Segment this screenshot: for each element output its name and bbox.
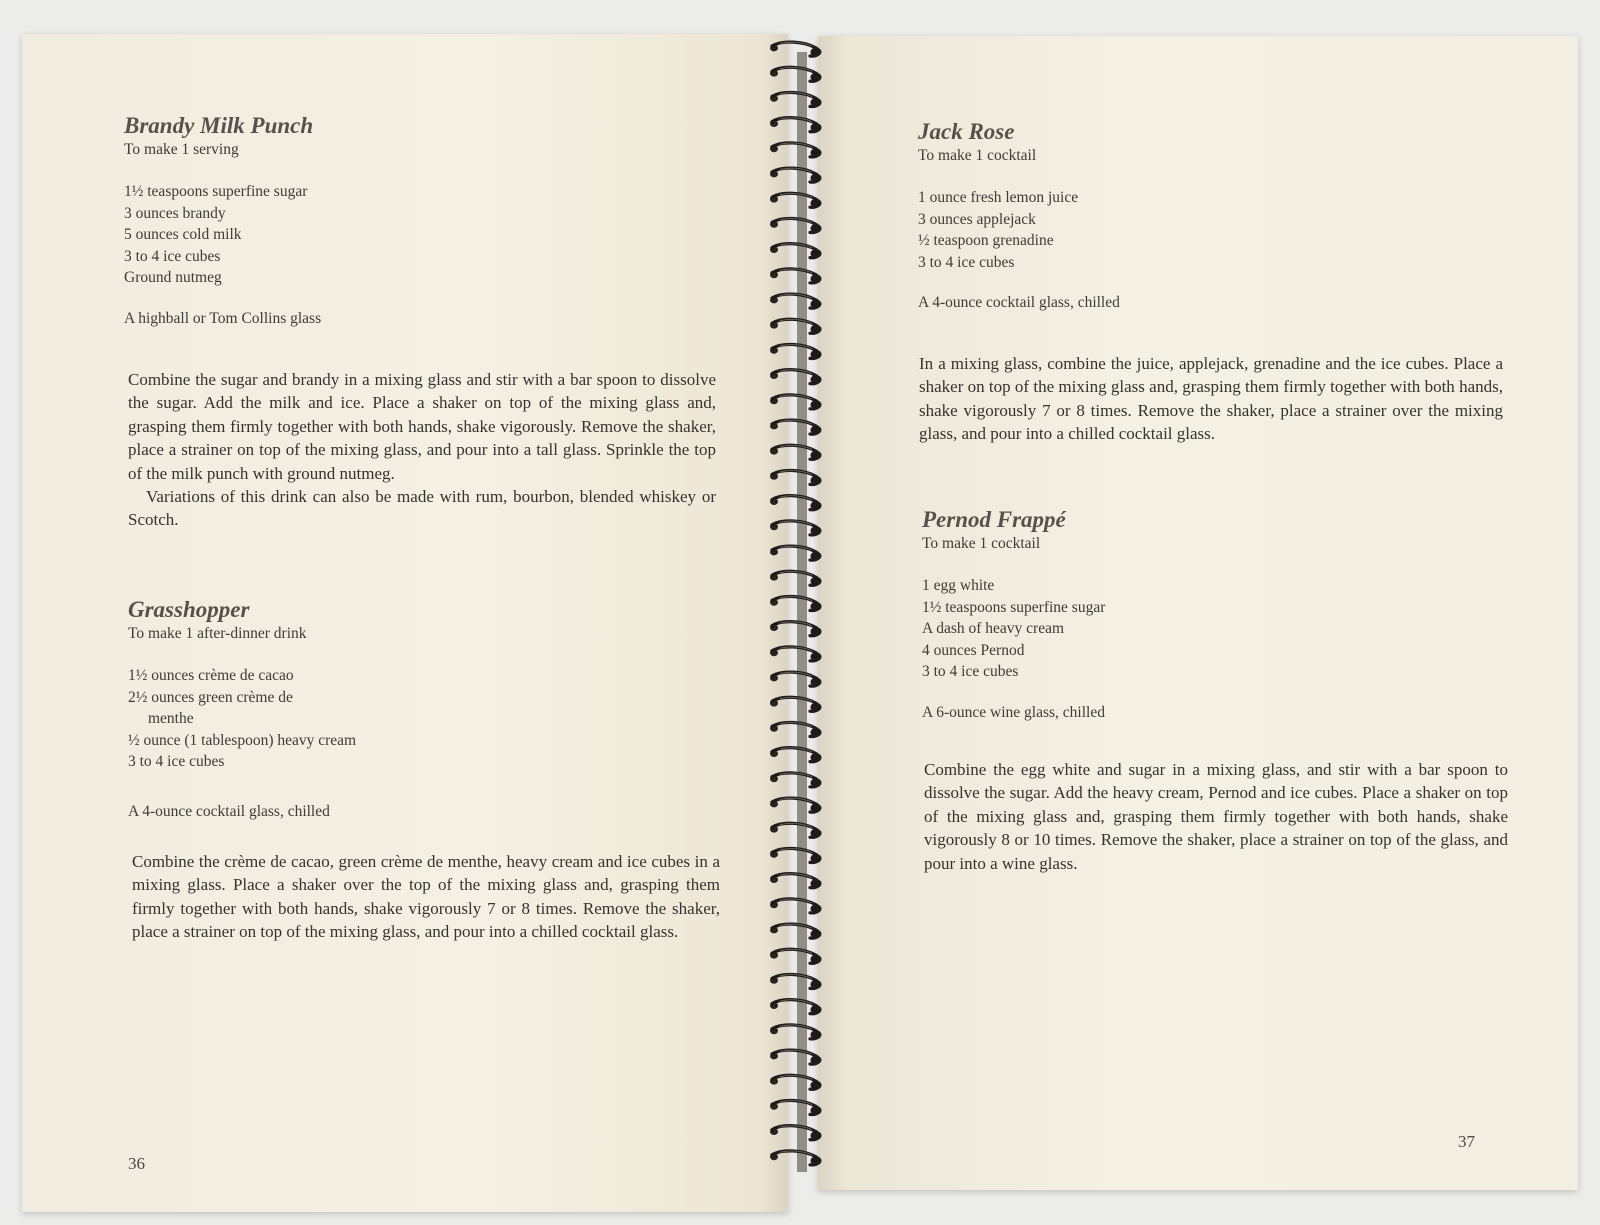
recipe-title: Grasshopper — [128, 597, 250, 622]
ingredient-list — [128, 665, 428, 773]
coil-loop — [770, 521, 822, 535]
coil-loop — [770, 193, 822, 207]
coil-loop — [770, 748, 822, 762]
coil-loop — [770, 118, 822, 132]
coil-loop — [770, 269, 822, 283]
instruction-paragraph: Combine the sugar and brandy in a mixing glass and stir with a bar spoon to dissolve the sugar. Add the milk and ice. Place a shaker on top of the mixing glass and, grasping them firmly together with both hands, shake vigorously. Remove the shaker, place a strainer on top of the mixing glass, and pour into a tall glass. Sprinkle the top of the milk punch with ground nutmeg. — [128, 370, 716, 483]
recipe-pernod-frappe — [922, 506, 1222, 723]
coil-loop — [770, 1050, 822, 1064]
coil-loop — [770, 823, 822, 837]
coil-loop — [770, 1025, 822, 1039]
recipe-instructions — [128, 368, 716, 532]
ingredient: 3 to 4 ice cubes — [918, 253, 1015, 271]
coil-loop — [770, 1151, 822, 1165]
ingredient: 3 to 4 ice cubes — [922, 663, 1019, 680]
recipe-instructions — [924, 758, 1508, 875]
ingredient: 3 to 4 ice cubes — [128, 753, 225, 770]
recipe-yield: To make 1 serving — [124, 141, 239, 158]
left-page — [22, 34, 788, 1212]
coil-loop — [770, 244, 822, 258]
ingredient-list — [922, 575, 1222, 683]
coil-loop — [770, 773, 822, 787]
coil-loop — [770, 848, 822, 862]
coil-loop — [770, 1000, 822, 1014]
instruction-paragraph: Variations of this drink can also be made with rum, bourbon, blended whiskey or Scotch. — [128, 487, 716, 530]
recipe-jack-rose — [918, 118, 1218, 313]
recipe-yield: To make 1 after-dinner drink — [128, 625, 307, 642]
page-number: 37 — [1458, 1132, 1475, 1151]
ingredient: Ground nutmeg — [124, 269, 222, 286]
right-page — [818, 36, 1578, 1190]
recipe-grasshopper — [128, 596, 428, 822]
ingredient: 5 ounces cold milk — [124, 226, 242, 243]
ingredient: A dash of heavy cream — [922, 620, 1065, 637]
ingredient: 3 to 4 ice cubes — [124, 247, 221, 265]
instruction-paragraph: Combine the egg white and sugar in a mixing glass, and stir with a bar spoon to dissolve the sugar. Add the heavy cream, Pernod and ice cubes. Place a shaker on top of the mixing glass and, grasping them firmly together with both hands, shake vigorously 8 or 10 times. Remove the shaker, place a strainer on top of the glass, and pour into a wine glass. — [924, 760, 1508, 873]
coil-loop — [770, 899, 822, 913]
coil-loop — [770, 1100, 822, 1114]
recipe-glass: A 4-ounce cocktail glass, chilled — [128, 802, 330, 820]
coil-loop — [770, 647, 822, 661]
coil-loop — [770, 395, 822, 409]
ingredient: 3 ounces applejack — [918, 210, 1036, 228]
ingredient-list — [124, 181, 424, 289]
recipe-title: Pernod Frappé — [922, 507, 1066, 532]
page-number: 36 — [128, 1154, 145, 1173]
instruction-paragraph: In a mixing glass, combine the juice, applejack, grenadine and the ice cubes. Place a shaker on top of the mixing glass and, grasping them firmly together with both hands, shake vigorously 7 or 8 times. Remove the shaker, place a strainer over the mixing glass, and pour into a chilled cocktail glass. — [919, 354, 1503, 444]
coil-loop — [770, 672, 822, 686]
coil-loop — [770, 924, 822, 938]
coil-loop — [770, 571, 822, 585]
recipe-glass: A 6-ounce wine glass, chilled — [922, 703, 1105, 721]
ingredient: 1½ ounces crème de cacao — [128, 667, 294, 684]
recipe-glass: A highball or Tom Collins glass — [124, 309, 322, 327]
coil-loop — [770, 596, 822, 610]
recipe-instructions — [132, 850, 720, 944]
coil-loop — [770, 1126, 822, 1140]
coil-loop — [770, 697, 822, 711]
coil-loop — [770, 622, 822, 636]
recipe-instructions — [919, 352, 1503, 446]
ingredient: 4 ounces Pernod — [922, 641, 1025, 659]
coil-loop — [770, 344, 822, 358]
coil-loop — [770, 218, 822, 232]
coil-loop — [770, 445, 822, 459]
ingredient: ½ ounce (1 tablespoon) heavy cream — [128, 731, 357, 749]
coil-loop — [770, 420, 822, 434]
coil-loop — [770, 874, 822, 888]
ingredient: 1 ounce fresh lemon juice — [918, 189, 1079, 206]
ingredient: 1½ teaspoons superfine sugar — [124, 183, 308, 200]
recipe-title: Jack Rose — [918, 119, 1015, 144]
coil-loop — [770, 496, 822, 510]
coil-loop — [770, 319, 822, 333]
coil-loop — [770, 294, 822, 308]
ingredient: 2½ ounces green crème de — [128, 688, 293, 706]
recipe-yield: To make 1 cocktail — [918, 147, 1037, 164]
instruction-paragraph: Combine the crème de cacao, green crème de menthe, heavy cream and ice cubes in a mixing glass. Place a shaker over the top of the mixing glass and, grasping them firmly together with both hands, shake vigorously 7 or 8 times. Remove the shaker, place a strainer on top of the mixing glass, and pour into a chilled cocktail glass. — [132, 852, 720, 942]
spiral-binding — [766, 34, 840, 1186]
coil-loop — [770, 67, 822, 81]
ingredient: 3 ounces brandy — [124, 204, 226, 222]
coil-loop — [770, 143, 822, 157]
coil-loop — [770, 1075, 822, 1089]
recipe-title: Brandy Milk Punch — [124, 113, 314, 138]
coil-group — [770, 42, 822, 1165]
coil-loop — [770, 974, 822, 988]
coil-loop — [770, 370, 822, 384]
coil-loop — [770, 798, 822, 812]
ingredient: 1 egg white — [922, 577, 995, 594]
recipe-yield: To make 1 cocktail — [922, 535, 1041, 552]
recipe-glass: A 4-ounce cocktail glass, chilled — [918, 294, 1120, 311]
coil-loop — [770, 42, 822, 56]
coil-loop — [770, 546, 822, 560]
coil-loop — [770, 949, 822, 963]
ingredient: ½ teaspoon grenadine — [918, 232, 1054, 249]
coil-loop — [770, 722, 822, 736]
ingredient: 1½ teaspoons superfine sugar — [922, 598, 1106, 616]
coil-loop — [770, 470, 822, 484]
coil-loop — [770, 168, 822, 182]
ingredient-list — [918, 187, 1218, 273]
ingredient: menthe — [148, 710, 194, 727]
recipe-brandy-milk-punch — [124, 112, 424, 329]
coil-loop — [770, 92, 822, 106]
